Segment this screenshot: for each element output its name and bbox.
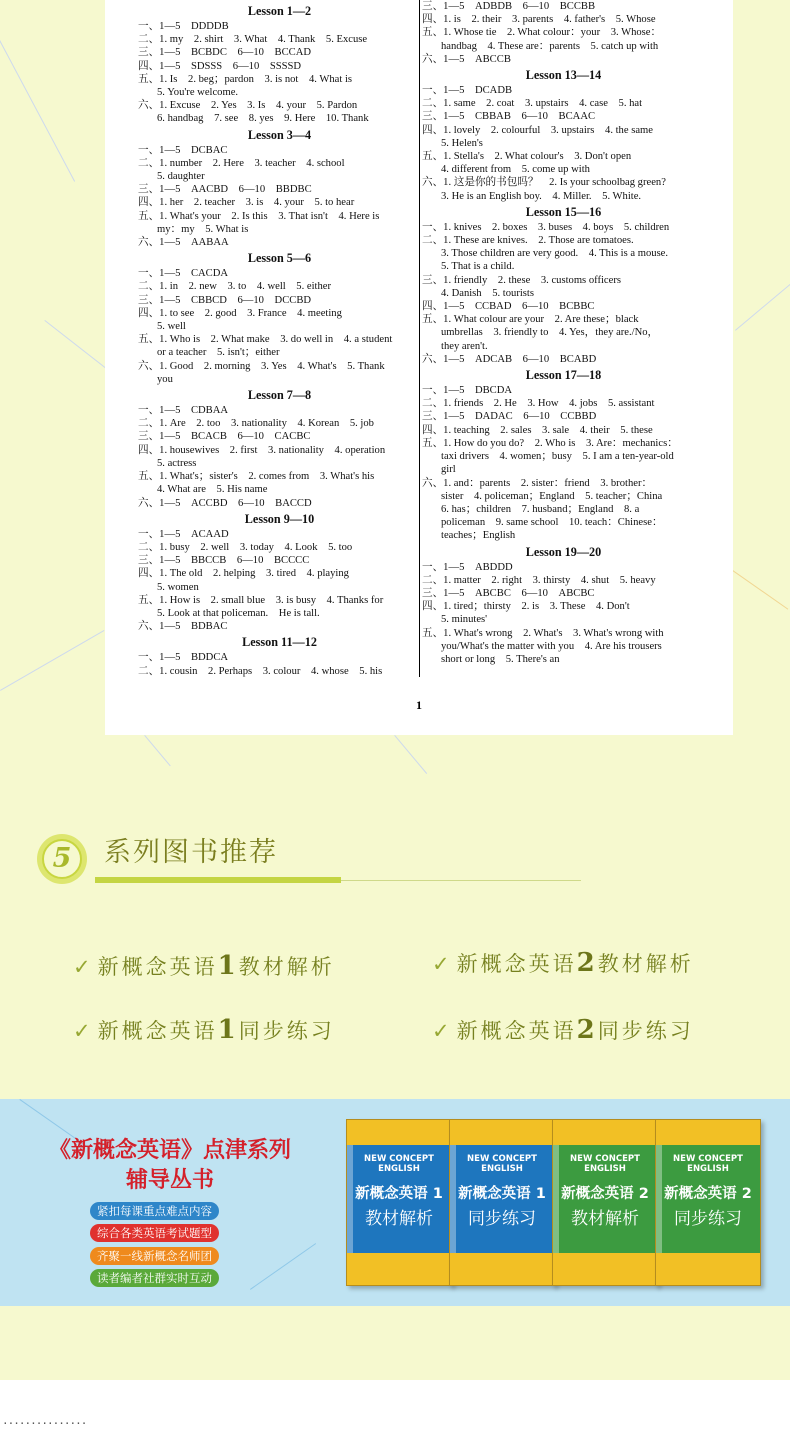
answer-line: 四、1. her 2. teacher 3. is 4. your 5. to hear xyxy=(138,197,355,209)
answer-line: 六、1—5 BDBAC xyxy=(138,621,228,633)
answer-line: you/What's the matter with you 4. Are his trousers xyxy=(441,640,662,652)
section-underline xyxy=(95,877,341,883)
check-icon: ✓ xyxy=(73,1019,94,1043)
answer-line: 4. What are 5. His name xyxy=(157,484,268,496)
answer-line: umbrellas 3. friendly to 4. Yes，they are./No， xyxy=(441,327,659,339)
answer-line: 二、1. busy 2. well 3. today 4. Look 5. too xyxy=(138,541,353,553)
answer-line: my：my 5. What is xyxy=(157,223,249,235)
answer-line: taxi drivers 4. women；busy 5. I am a ten-year-old xyxy=(441,451,674,463)
answer-line: 五、1. How is 2. small blue 3. is busy 4. Thanks for xyxy=(138,594,384,606)
answer-key-page xyxy=(105,0,733,735)
decor-line xyxy=(394,735,427,774)
answer-line: 五、1. Is 2. beg；pardon 3. is not 4. What is xyxy=(138,73,353,85)
answer-line: 二、1. friends 2. He 3. How 4. jobs 5. assistant xyxy=(422,398,655,410)
answer-line: 三、1—5 AACBD 6—10 BBDBC xyxy=(138,184,312,196)
answer-line: 二、1. number 2. Here 3. teacher 4. school xyxy=(138,157,345,169)
answer-line: 5. actress xyxy=(157,457,197,469)
answer-line: 一、1—5 ACAAD xyxy=(138,528,229,540)
recommend-item: ✓ 新概念英语1教材解析 xyxy=(73,951,335,981)
answer-line: 四、1. is 2. their 3. parents 4. father's 5. Whose xyxy=(422,14,656,26)
section-title: 系列图书推荐 xyxy=(104,837,278,868)
answer-line: 六、1. 这是你的书包吗？ 2. Is your schoolbag green? xyxy=(422,177,666,189)
answer-line: 5. well xyxy=(157,321,186,333)
answer-line: 六、1. Excuse 2. Yes 3. Is 4. your 5. Pardon xyxy=(138,100,358,112)
book-cover[interactable]: NEW CONCEPT ENGLISH 新概念英语 2 同步练习 xyxy=(655,1119,761,1286)
check-icon: ✓ xyxy=(432,1019,453,1043)
feature-pill: 读者编者社群实时互动 xyxy=(90,1269,219,1287)
lesson-heading: Lesson 17—18 xyxy=(525,368,602,383)
answer-line: short or long 5. There's an xyxy=(441,653,560,665)
answer-line: sister 4. policeman；England 5. teacher；China xyxy=(441,490,663,502)
answer-line: 一、1—5 ABDDD xyxy=(422,561,513,573)
answer-line: 四、1. to see 2. good 3. France 4. meeting xyxy=(138,307,342,319)
answer-line: 4. Danish 5. tourists xyxy=(441,287,534,299)
answer-line: 三、1—5 BCBDC 6—10 BCCAD xyxy=(138,47,312,59)
footer-dots: ............... xyxy=(2,1414,87,1427)
lesson-heading: Lesson 15—16 xyxy=(525,204,602,219)
answer-line: 5. minutes' xyxy=(441,614,488,626)
answer-line: 五、1. What's；sister's 2. comes from 3. What's his xyxy=(138,471,375,483)
lesson-heading: Lesson 5—6 xyxy=(247,251,312,266)
answer-line: 三、1—5 CBBAB 6—10 BCAAC xyxy=(422,111,596,123)
answer-line: 二、1. matter 2. right 3. thirsty 4. shut 5. heavy xyxy=(422,574,656,586)
answer-line: 六、1. and：parents 2. sister：friend 3. brother： xyxy=(422,477,653,489)
answer-line: 5. That is a child. xyxy=(441,261,515,273)
answer-line: 一、1—5 BDDCA xyxy=(138,652,229,664)
answer-line: 3. He is an English boy. 4. Miller. 5. White. xyxy=(441,190,642,202)
recommend-item: ✓ 新概念英语1同步练习 xyxy=(73,1015,335,1045)
answer-line: 三、1—5 CBBCD 6—10 DCCBD xyxy=(138,294,312,306)
answer-column-left xyxy=(138,0,421,678)
answer-line: 四、1. tired；thirsty 2. is 3. These 4. Don't xyxy=(422,601,630,613)
answer-line: 一、1—5 DCADB xyxy=(422,85,513,97)
feature-pill: 紧扣每课重点难点内容 xyxy=(90,1202,219,1220)
answer-line: 三、1—5 BCACB 6—10 CACBC xyxy=(138,431,311,443)
answer-line: 一、1—5 DDDDB xyxy=(138,21,229,32)
answer-line: 四、1. The old 2. helping 3. tired 4. playing xyxy=(138,568,349,580)
answer-line: 五、1. Who is 2. What make 3. do well in 4. a student xyxy=(138,334,393,346)
section-number-badge xyxy=(37,834,87,884)
answer-line: 五、1. Whose tie 2. What colour：your 3. Whose： xyxy=(422,27,662,39)
answer-line: 一、1—5 DCBAC xyxy=(138,144,228,156)
feature-pill: 综合各类英语考试题型 xyxy=(90,1224,219,1242)
answer-line: 三、1—5 ABCBC 6—10 ABCBC xyxy=(422,587,595,599)
answer-line: girl xyxy=(441,464,456,476)
check-icon: ✓ xyxy=(73,955,94,979)
answer-line: 六、1—5 ABCCB xyxy=(422,53,511,65)
answer-line: 二、1. same 2. coat 3. upstairs 4. case 5. hat xyxy=(422,98,643,110)
lesson-heading: Lesson 19—20 xyxy=(525,544,602,559)
answer-line: 3. Those children are very good. 4. This is a mouse. xyxy=(441,248,669,260)
answer-line: 二、1. These are knives. 2. Those are tomatoes. xyxy=(422,235,634,247)
answer-column-right xyxy=(422,0,705,666)
answer-line: 三、1. friendly 2. these 3. customs officers xyxy=(422,274,621,286)
answer-line: 5. daughter xyxy=(157,171,205,183)
feature-pill: 齐聚一线新概念名师团 xyxy=(90,1247,219,1265)
answer-line: 四、1. housewives 2. first 3. nationality 4. operation xyxy=(138,444,386,456)
column-divider xyxy=(419,0,420,677)
answer-line: 二、1. cousin 2. Perhaps 3. colour 4. whose 5. his xyxy=(138,665,383,677)
answer-line: 三、1—5 BBCCB 6—10 BCCCC xyxy=(138,555,310,567)
answer-line: 二、1. my 2. shirt 3. What 4. Thank 5. Excuse xyxy=(138,34,368,46)
answer-line: 六、1—5 ADCAB 6—10 BCABD xyxy=(422,353,597,365)
answer-line: 5. You're welcome. xyxy=(157,87,239,99)
lesson-heading: Lesson 11—12 xyxy=(242,635,317,650)
answer-line: 五、1. Stella's 2. What colour's 3. Don't open xyxy=(422,151,632,163)
answer-line: 六、1—5 AABAA xyxy=(138,237,229,249)
lesson-heading: Lesson 7—8 xyxy=(247,388,312,403)
answer-line: handbag 4. These are：parents 5. catch up with xyxy=(441,40,659,52)
banner-title: 《新概念英语》点津系列 辅导丛书 xyxy=(48,1137,291,1193)
check-icon: ✓ xyxy=(432,952,453,976)
answer-line: or a teacher 5. isn't；either xyxy=(157,347,280,359)
answer-line: 四、1. lovely 2. colourful 3. upstairs 4. the same xyxy=(422,124,653,136)
lesson-heading: Lesson 1—2 xyxy=(247,4,312,18)
recommend-item: ✓ 新概念英语2教材解析 xyxy=(432,948,694,978)
section-number: 5 xyxy=(42,839,82,879)
answer-line: 六、1. Good 2. morning 3. Yes 4. What's 5. Thank xyxy=(138,360,385,372)
book-cover[interactable]: NEW CONCEPT ENGLISH 新概念英语 1 教材解析 xyxy=(346,1119,452,1286)
page-number: 1 xyxy=(416,698,422,712)
lesson-heading: Lesson 13—14 xyxy=(525,68,602,83)
answer-line: policeman 9. same school 10. teach：Chinese： xyxy=(441,517,663,529)
decor-line xyxy=(144,735,170,766)
lesson-heading: Lesson 9—10 xyxy=(244,511,315,526)
answer-line: you xyxy=(157,373,173,385)
answer-line: 5. Look at that policeman. He is tall. xyxy=(157,607,320,619)
answer-line: 二、1. Are 2. too 3. nationality 4. Korean 5. job xyxy=(138,418,374,430)
answer-line: 一、1—5 CDBAA xyxy=(138,405,229,417)
answer-line: 5. women xyxy=(157,581,199,593)
recommend-item: ✓ 新概念英语2同步练习 xyxy=(432,1015,694,1045)
answer-line: 五、1. How do you do? 2. Who is 3. Are：mechanics： xyxy=(422,437,678,449)
answer-line: 4. different from 5. come up with xyxy=(441,164,590,176)
answer-line: 6. has；children 7. husband；England 8. a xyxy=(441,503,640,515)
answer-line: teaches；English xyxy=(441,530,516,542)
answer-line: 一、1—5 DBCDA xyxy=(422,385,513,397)
decor-line xyxy=(735,272,790,331)
answer-line: 5. Helen's xyxy=(441,137,483,149)
answer-line: 六、1—5 ACCBD 6—10 BACCD xyxy=(138,497,312,509)
answer-line: 四、1—5 SDSSS 6—10 SSSSD xyxy=(138,60,302,72)
series-banner[interactable] xyxy=(0,1099,790,1306)
answer-line: they aren't. xyxy=(441,340,488,352)
answer-line: 五、1. What's your 2. Is this 3. That isn't 4. Here is xyxy=(138,210,380,222)
decor-line xyxy=(0,40,75,182)
answer-line: 四、1. teaching 2. sales 3. sale 4. their 5. these xyxy=(422,424,653,436)
answer-line: 6. handbag 7. see 8. yes 9. Here 10. Thank xyxy=(157,113,369,125)
book-cover[interactable]: NEW CONCEPT ENGLISH 新概念英语 2 教材解析 xyxy=(552,1119,658,1286)
answer-line: 二、1. in 2. new 3. to 4. well 5. either xyxy=(138,281,332,293)
answer-line: 三、1—5 ADBDB 6—10 BCCBB xyxy=(422,1,596,12)
answer-line: 四、1—5 CCBAD 6—10 BCBBC xyxy=(422,301,595,313)
section-underline-thin xyxy=(341,880,581,881)
decor-line xyxy=(0,630,104,691)
answer-line: 五、1. What colour are your 2. Are these；black xyxy=(422,314,639,326)
answer-line: 五、1. What's wrong 2. What's 3. What's wrong with xyxy=(422,627,664,639)
decor-line xyxy=(250,1243,316,1290)
lesson-heading: Lesson 3—4 xyxy=(247,127,312,142)
answer-line: 一、1—5 CACDA xyxy=(138,268,229,280)
answer-line: 三、1—5 DADAC 6—10 CCBBD xyxy=(422,411,597,423)
answer-line: 一、1. knives 2. boxes 3. buses 4. boys 5. children xyxy=(422,221,670,233)
book-cover[interactable]: NEW CONCEPT ENGLISH 新概念英语 1 同步练习 xyxy=(449,1119,555,1286)
